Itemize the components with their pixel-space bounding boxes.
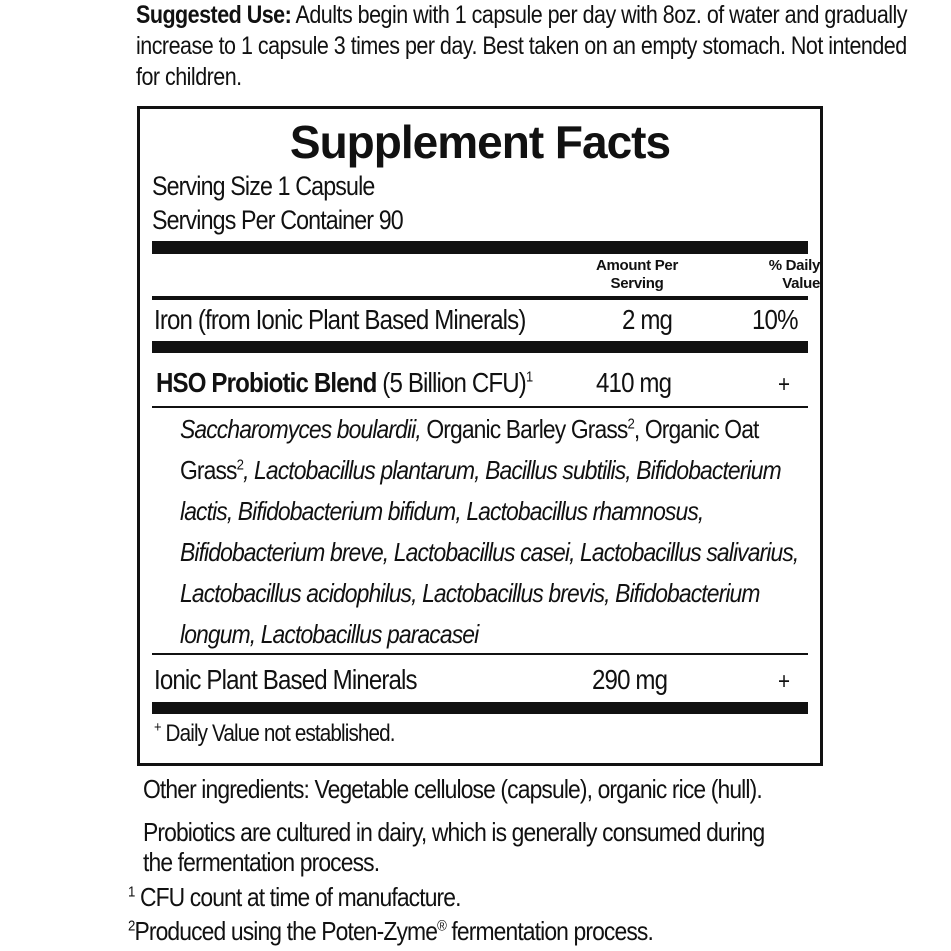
footnote-2 [128, 916, 653, 947]
footnote-ref: 2 [236, 456, 244, 474]
dairy-note-line-2: the fermentation process. [143, 847, 380, 877]
probiotic-blend-cfu: (5 Billion CFU) [376, 367, 526, 398]
minerals-divider [152, 653, 808, 655]
footnote-1 [128, 882, 461, 913]
ingredient-barley-grass: Organic Barley Grass [420, 414, 628, 444]
probiotic-blend-footnote-ref: 1 [525, 368, 533, 386]
probiotic-blend-bold: HSO Probiotic Blend [156, 367, 377, 398]
servings-per-container: Servings Per Container 90 [152, 205, 403, 235]
suggested-use-text: Adults begin with 1 capsule per day with 8oz. of water and gradually increase to 1 capsule 3 times per day. Best taken on an empty stomach. Not intended for children. [136, 1, 908, 91]
iron-name: Iron (from Ionic Plant Based Minerals) [154, 304, 526, 335]
blend-divider [152, 406, 808, 408]
footnote-2-text-a: Produced using the Poten-Zyme [134, 916, 438, 946]
ingredient-oat-grass: , Organic Oat Grass [180, 414, 759, 485]
panel-title: Supplement Facts [289, 116, 671, 168]
thick-divider [152, 702, 808, 714]
ingredient-strains: , Lactobacillus plantarum, Bacillus subtilis, Bifidobacterium lactis, Bifidobacterium bifidum, Lactobacillus rhamnosus, Bifidobacterium breve, Lactobacillus casei, Lactobacillus salivarius, Lactobacillus acidophilus, Lactobacillus brevis, Bifidobacterium longum, Lactobacillus paracasei [180, 455, 799, 649]
supplement-facts-panel [137, 106, 823, 766]
footnote-1-number: 1 [128, 883, 135, 901]
header-daily-value: % Daily Value [768, 257, 820, 292]
iron-amount: 2 mg [622, 304, 673, 335]
probiotic-blend-amount: 410 mg [596, 367, 672, 398]
footnote-ref: 2 [627, 415, 634, 433]
footnote-2-text-b: fermentation process. [445, 916, 653, 946]
dv-note-symbol: + [154, 719, 161, 736]
dv-note-text: Daily Value not established. [160, 720, 395, 747]
registered-mark: ® [437, 917, 446, 935]
thick-divider [152, 241, 808, 254]
header-amount-per-serving: Amount Per Serving [595, 257, 678, 292]
header-divider [152, 296, 808, 300]
ingredient-saccharomyces: Saccharomyces boulardii, [180, 414, 421, 444]
footnote-1-text: CFU count at time of manufacture. [134, 882, 461, 912]
daily-value-note [154, 720, 395, 748]
suggested-use-label: Suggested Use: [136, 1, 292, 29]
serving-size: Serving Size 1 Capsule [152, 171, 375, 201]
thick-divider [152, 341, 808, 353]
iron-daily-value: 10% [752, 304, 798, 335]
other-ingredients: Other ingredients: Vegetable cellulose (capsule), organic rice (hull). [143, 774, 762, 804]
probiotic-blend-name [156, 367, 532, 399]
minerals-daily-value: + [778, 668, 790, 695]
minerals-name: Ionic Plant Based Minerals [154, 664, 417, 695]
footnote-2-number: 2 [128, 917, 135, 935]
dairy-note-line-1: Probiotics are cultured in dairy, which is generally consumed during [143, 817, 765, 847]
probiotic-blend-ingredients [180, 409, 831, 655]
probiotic-blend-daily-value: + [778, 371, 790, 398]
suggested-use [136, 0, 916, 93]
minerals-amount: 290 mg [592, 664, 668, 695]
